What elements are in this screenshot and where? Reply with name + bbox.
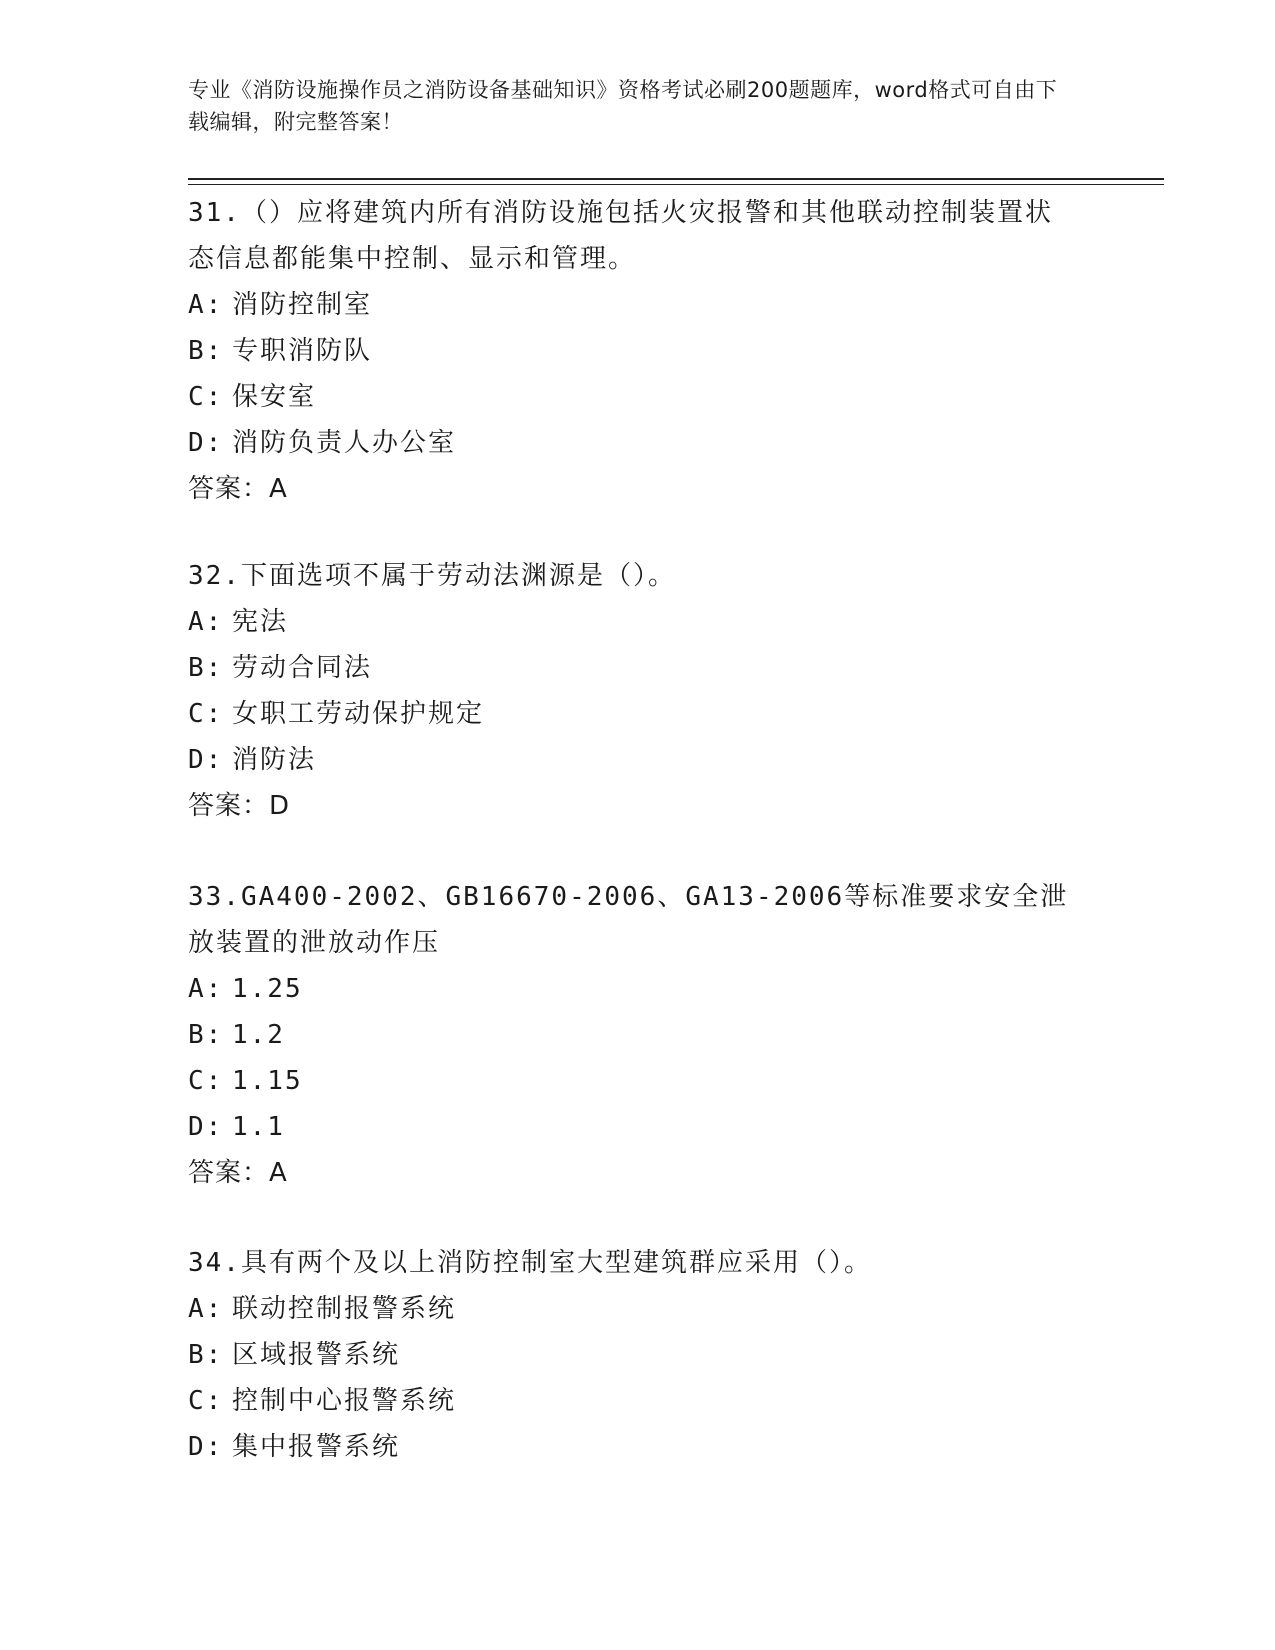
answer-line <box>188 466 1078 512</box>
option-key: C: <box>188 382 224 412</box>
option-text: 联动控制报警系统 <box>232 1294 457 1324</box>
answer-label: 答案： <box>188 1158 270 1188</box>
option-key: C: <box>188 699 224 729</box>
option-b <box>188 328 1078 374</box>
option-c <box>188 1058 1078 1104</box>
option-c <box>188 691 1078 737</box>
option-text: 保安室 <box>232 382 317 412</box>
option-key: D: <box>188 428 224 458</box>
option-a <box>188 599 1078 645</box>
question-stem: 31.（）应将建筑内所有消防设施包括火灾报警和其他联动控制装置状态信息都能集中控制、显示和管理。 <box>188 198 1053 274</box>
option-b <box>188 1012 1078 1058</box>
option-key: B: <box>188 336 224 366</box>
option-a <box>188 282 1078 328</box>
option-key: A: <box>188 290 224 320</box>
option-text: 专职消防队 <box>232 336 373 366</box>
question-34 <box>188 1240 1078 1470</box>
option-b <box>188 645 1078 691</box>
option-a <box>188 966 1078 1012</box>
answer-line <box>188 1150 1078 1196</box>
option-key: B: <box>188 653 224 683</box>
answer-value: D <box>269 791 291 821</box>
document-header: 专业《消防设施操作员之消防设备基础知识》资格考试必刷200题题库，word格式可自由下载编辑，附完整答案！ <box>188 78 1058 134</box>
question-stem: 33.GA400-2002、GB16670-2006、GA13-2006等标准要求安全泄放装置的泄放动作压 <box>188 882 1069 958</box>
option-d <box>188 1424 1078 1470</box>
option-b <box>188 1332 1078 1378</box>
option-text: 宪法 <box>232 607 289 637</box>
question-stem: 32.下面选项不属于劳动法渊源是（）。 <box>188 561 676 591</box>
option-key: B: <box>188 1340 224 1370</box>
question-33 <box>188 874 1078 1196</box>
option-key: C: <box>188 1066 224 1096</box>
question-31 <box>188 190 1078 512</box>
option-key: A: <box>188 974 224 1004</box>
header-divider-thick <box>188 178 1164 180</box>
option-d <box>188 737 1078 783</box>
option-key: D: <box>188 745 224 775</box>
option-key: D: <box>188 1112 224 1142</box>
option-key: A: <box>188 1294 224 1324</box>
question-stem: 34.具有两个及以上消防控制室大型建筑群应采用（）。 <box>188 1248 872 1278</box>
option-d <box>188 1104 1078 1150</box>
question-32 <box>188 553 1078 829</box>
option-text: 1.2 <box>232 1020 285 1050</box>
option-text: 消防控制室 <box>232 290 373 320</box>
option-d <box>188 420 1078 466</box>
option-c <box>188 1378 1078 1424</box>
option-text: 集中报警系统 <box>232 1432 401 1462</box>
option-c <box>188 374 1078 420</box>
answer-label: 答案： <box>188 474 270 504</box>
option-key: C: <box>188 1386 224 1416</box>
answer-value: A <box>269 474 288 504</box>
answer-value: A <box>269 1158 288 1188</box>
option-key: A: <box>188 607 224 637</box>
option-key: D: <box>188 1432 224 1462</box>
option-text: 消防负责人办公室 <box>232 428 457 458</box>
answer-label: 答案： <box>188 791 270 821</box>
option-text: 区域报警系统 <box>232 1340 401 1370</box>
option-a <box>188 1286 1078 1332</box>
option-text: 女职工劳动保护规定 <box>232 699 485 729</box>
option-text: 消防法 <box>232 745 317 775</box>
option-text: 控制中心报警系统 <box>232 1386 457 1416</box>
option-key: B: <box>188 1020 224 1050</box>
option-text: 1.15 <box>232 1066 303 1096</box>
option-text: 1.25 <box>232 974 303 1004</box>
option-text: 劳动合同法 <box>232 653 373 683</box>
header-divider-thin <box>188 184 1164 185</box>
option-text: 1.1 <box>232 1112 285 1142</box>
answer-line <box>188 783 1078 829</box>
